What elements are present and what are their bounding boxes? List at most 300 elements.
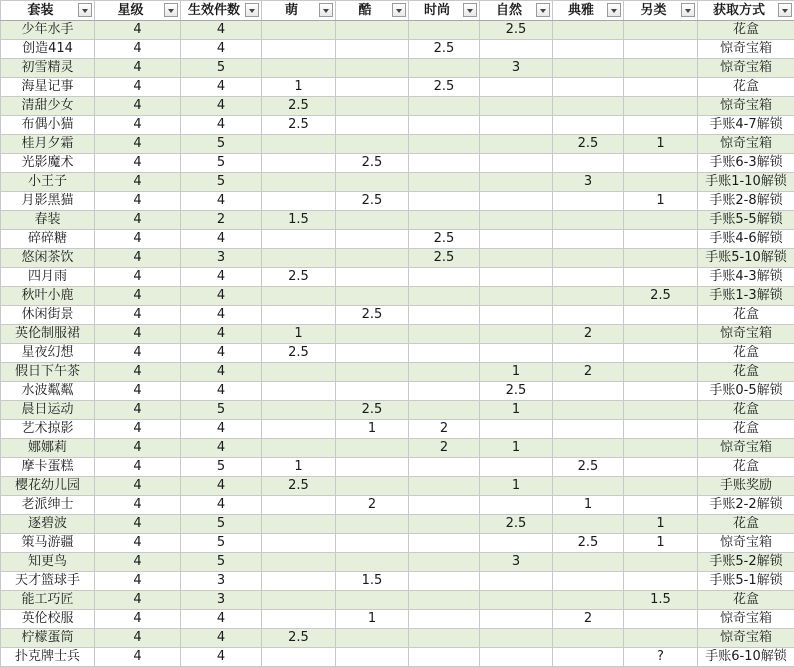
col-cute-cell[interactable] xyxy=(262,287,336,306)
col-suit-cell[interactable]: 悠闲茶饮 xyxy=(1,249,95,268)
col-natural-cell[interactable]: 2.5 xyxy=(480,515,553,534)
col-alternative-cell[interactable]: 1.5 xyxy=(624,591,698,610)
col-natural-cell[interactable] xyxy=(480,78,553,97)
col-fashion-cell[interactable] xyxy=(409,401,480,420)
col-fashion-cell[interactable] xyxy=(409,629,480,648)
col-star-cell[interactable]: 4 xyxy=(95,591,181,610)
col-elegant-cell[interactable] xyxy=(553,401,624,420)
col-cute-cell[interactable]: 2.5 xyxy=(262,344,336,363)
col-effective-count-cell[interactable]: 5 xyxy=(181,458,262,477)
col-effective-count-cell[interactable]: 5 xyxy=(181,154,262,173)
col-elegant-cell[interactable] xyxy=(553,420,624,439)
col-cool-cell[interactable] xyxy=(336,344,409,363)
col-suit-cell[interactable]: 晨日运动 xyxy=(1,401,95,420)
col-cute-cell[interactable] xyxy=(262,382,336,401)
col-suit-cell[interactable]: 休闲街景 xyxy=(1,306,95,325)
col-alternative-cell[interactable] xyxy=(624,401,698,420)
col-star-cell[interactable]: 4 xyxy=(95,515,181,534)
col-alternative-cell[interactable]: 1 xyxy=(624,515,698,534)
col-fashion-cell[interactable] xyxy=(409,173,480,192)
col-cool-cell[interactable] xyxy=(336,591,409,610)
col-elegant-cell[interactable] xyxy=(553,515,624,534)
col-fashion-cell[interactable] xyxy=(409,325,480,344)
col-natural-cell[interactable] xyxy=(480,192,553,211)
col-cool-cell[interactable]: 2.5 xyxy=(336,154,409,173)
col-suit-cell[interactable]: 秋叶小鹿 xyxy=(1,287,95,306)
col-cool-cell[interactable] xyxy=(336,439,409,458)
col-suit-cell[interactable]: 四月雨 xyxy=(1,268,95,287)
col-effective-count-cell[interactable]: 4 xyxy=(181,325,262,344)
col-natural-cell[interactable] xyxy=(480,610,553,629)
col-obtain-method-cell[interactable]: 花盒 xyxy=(698,515,794,534)
col-obtain-method-cell[interactable]: 花盒 xyxy=(698,591,794,610)
col-star-cell[interactable]: 4 xyxy=(95,553,181,572)
col-cute-cell[interactable] xyxy=(262,648,336,667)
col-alternative-cell[interactable] xyxy=(624,629,698,648)
col-star-cell[interactable]: 4 xyxy=(95,344,181,363)
col-suit-cell[interactable]: 春装 xyxy=(1,211,95,230)
col-alternative-cell[interactable] xyxy=(624,21,698,40)
col-obtain-method-cell[interactable]: 惊奇宝箱 xyxy=(698,97,794,116)
col-effective-count-cell[interactable]: 4 xyxy=(181,344,262,363)
col-obtain-method-cell[interactable]: 手账5-1解锁 xyxy=(698,572,794,591)
col-cool-cell[interactable]: 2.5 xyxy=(336,401,409,420)
col-elegant-cell[interactable] xyxy=(553,40,624,59)
col-alternative-cell[interactable] xyxy=(624,211,698,230)
col-star-cell[interactable]: 4 xyxy=(95,458,181,477)
col-obtain-method-cell[interactable]: 惊奇宝箱 xyxy=(698,40,794,59)
col-obtain-method-cell[interactable]: 惊奇宝箱 xyxy=(698,610,794,629)
col-fashion-cell[interactable]: 2.5 xyxy=(409,40,480,59)
col-cute-cell[interactable]: 1.5 xyxy=(262,211,336,230)
col-cute-cell[interactable]: 1 xyxy=(262,458,336,477)
col-cool-cell[interactable] xyxy=(336,515,409,534)
col-cool-cell[interactable]: 1.5 xyxy=(336,572,409,591)
col-cool-cell[interactable] xyxy=(336,648,409,667)
col-star-cell[interactable]: 4 xyxy=(95,287,181,306)
col-effective-count-cell[interactable]: 5 xyxy=(181,173,262,192)
col-elegant-cell[interactable] xyxy=(553,648,624,667)
col-obtain-method-cell[interactable]: 手账4-6解锁 xyxy=(698,230,794,249)
col-natural-cell[interactable] xyxy=(480,268,553,287)
col-cool-cell[interactable] xyxy=(336,287,409,306)
col-fashion-cell[interactable] xyxy=(409,344,480,363)
filter-dropdown-icon[interactable] xyxy=(392,3,406,17)
col-cute-cell[interactable] xyxy=(262,154,336,173)
col-star-cell[interactable]: 4 xyxy=(95,40,181,59)
col-alternative-cell[interactable]: 1 xyxy=(624,534,698,553)
col-natural-cell[interactable] xyxy=(480,629,553,648)
col-elegant-cell[interactable] xyxy=(553,21,624,40)
col-fashion-cell[interactable] xyxy=(409,97,480,116)
col-star-cell[interactable]: 4 xyxy=(95,401,181,420)
col-elegant-cell[interactable] xyxy=(553,572,624,591)
col-alternative-cell[interactable] xyxy=(624,496,698,515)
col-star-cell[interactable]: 4 xyxy=(95,97,181,116)
col-fashion-cell[interactable]: 2.5 xyxy=(409,230,480,249)
col-cute-cell[interactable] xyxy=(262,496,336,515)
col-star-cell[interactable]: 4 xyxy=(95,477,181,496)
col-alternative-cell[interactable] xyxy=(624,363,698,382)
col-cool-cell[interactable] xyxy=(336,363,409,382)
col-suit-cell[interactable]: 水波粼粼 xyxy=(1,382,95,401)
col-cute-cell[interactable] xyxy=(262,135,336,154)
col-natural-cell[interactable] xyxy=(480,344,553,363)
col-obtain-method-cell[interactable]: 手账5-5解锁 xyxy=(698,211,794,230)
col-star-cell[interactable]: 4 xyxy=(95,21,181,40)
col-elegant-cell[interactable] xyxy=(553,192,624,211)
col-cool-cell[interactable] xyxy=(336,21,409,40)
filter-dropdown-icon[interactable] xyxy=(164,3,178,17)
col-suit-cell[interactable]: 英伦校服 xyxy=(1,610,95,629)
filter-dropdown-icon[interactable] xyxy=(245,3,259,17)
col-alternative-cell[interactable] xyxy=(624,173,698,192)
col-star-cell[interactable]: 4 xyxy=(95,629,181,648)
col-star-cell[interactable]: 4 xyxy=(95,135,181,154)
col-effective-count-cell[interactable]: 4 xyxy=(181,230,262,249)
filter-dropdown-icon[interactable] xyxy=(536,3,550,17)
col-obtain-method-cell[interactable]: 花盒 xyxy=(698,344,794,363)
col-star-cell[interactable]: 4 xyxy=(95,572,181,591)
col-elegant-cell[interactable] xyxy=(553,59,624,78)
col-fashion-cell[interactable] xyxy=(409,610,480,629)
col-suit-cell[interactable]: 能工巧匠 xyxy=(1,591,95,610)
col-suit-cell[interactable]: 清甜少女 xyxy=(1,97,95,116)
col-effective-count-cell[interactable]: 4 xyxy=(181,648,262,667)
col-fashion-cell[interactable] xyxy=(409,553,480,572)
col-fashion-cell[interactable] xyxy=(409,496,480,515)
col-cute-cell[interactable] xyxy=(262,610,336,629)
col-star-cell[interactable]: 4 xyxy=(95,648,181,667)
col-suit-cell[interactable]: 逐碧波 xyxy=(1,515,95,534)
col-fashion-cell[interactable]: 2 xyxy=(409,420,480,439)
col-fashion-cell[interactable] xyxy=(409,515,480,534)
col-natural-cell[interactable] xyxy=(480,97,553,116)
col-effective-count-cell[interactable]: 4 xyxy=(181,21,262,40)
col-elegant-cell[interactable] xyxy=(553,97,624,116)
col-effective-count-cell[interactable]: 4 xyxy=(181,97,262,116)
col-obtain-method-cell[interactable]: 手账6-3解锁 xyxy=(698,154,794,173)
col-cool-cell[interactable] xyxy=(336,534,409,553)
col-alternative-cell[interactable] xyxy=(624,477,698,496)
col-fashion-cell[interactable]: 2 xyxy=(409,439,480,458)
col-natural-cell[interactable]: 1 xyxy=(480,477,553,496)
col-obtain-method-cell[interactable]: 花盒 xyxy=(698,21,794,40)
col-effective-count-cell[interactable]: 4 xyxy=(181,287,262,306)
col-effective-count-cell[interactable]: 4 xyxy=(181,382,262,401)
col-cool-cell[interactable] xyxy=(336,382,409,401)
col-alternative-cell[interactable] xyxy=(624,553,698,572)
col-cool-cell[interactable] xyxy=(336,458,409,477)
col-cute-cell[interactable]: 2.5 xyxy=(262,629,336,648)
col-suit-cell[interactable]: 扑克牌士兵 xyxy=(1,648,95,667)
col-natural-cell[interactable]: 2.5 xyxy=(480,382,553,401)
col-cute-cell[interactable]: 2.5 xyxy=(262,116,336,135)
col-cool-cell[interactable] xyxy=(336,230,409,249)
col-elegant-cell[interactable]: 1 xyxy=(553,496,624,515)
col-effective-count-cell[interactable]: 4 xyxy=(181,78,262,97)
col-cute-cell[interactable] xyxy=(262,401,336,420)
col-obtain-method-cell[interactable]: 花盒 xyxy=(698,458,794,477)
col-star-cell[interactable]: 4 xyxy=(95,78,181,97)
col-cool-cell[interactable] xyxy=(336,249,409,268)
col-effective-count-cell[interactable]: 5 xyxy=(181,515,262,534)
col-obtain-method-cell[interactable]: 惊奇宝箱 xyxy=(698,59,794,78)
col-alternative-cell[interactable]: 1 xyxy=(624,135,698,154)
col-elegant-cell[interactable] xyxy=(553,116,624,135)
col-effective-count-cell[interactable]: 4 xyxy=(181,192,262,211)
col-cool-cell[interactable] xyxy=(336,78,409,97)
col-elegant-cell[interactable] xyxy=(553,591,624,610)
col-alternative-cell[interactable] xyxy=(624,59,698,78)
col-obtain-method-cell[interactable]: 花盒 xyxy=(698,363,794,382)
col-obtain-method-cell[interactable]: 花盒 xyxy=(698,306,794,325)
col-effective-count-cell[interactable]: 4 xyxy=(181,268,262,287)
col-fashion-cell[interactable] xyxy=(409,192,480,211)
col-cute-cell[interactable] xyxy=(262,192,336,211)
col-effective-count-cell[interactable]: 3 xyxy=(181,249,262,268)
col-suit-cell[interactable]: 柠檬蛋筒 xyxy=(1,629,95,648)
col-natural-cell[interactable]: 3 xyxy=(480,553,553,572)
col-cool-cell[interactable] xyxy=(336,211,409,230)
col-natural-cell[interactable] xyxy=(480,173,553,192)
col-cool-cell[interactable] xyxy=(336,59,409,78)
col-elegant-cell[interactable]: 2.5 xyxy=(553,458,624,477)
col-star-cell[interactable]: 4 xyxy=(95,59,181,78)
col-alternative-cell[interactable] xyxy=(624,325,698,344)
col-cute-cell[interactable] xyxy=(262,21,336,40)
col-fashion-cell[interactable] xyxy=(409,477,480,496)
col-obtain-method-cell[interactable]: 花盒 xyxy=(698,401,794,420)
col-elegant-cell[interactable] xyxy=(553,249,624,268)
col-elegant-cell[interactable]: 2.5 xyxy=(553,135,624,154)
col-effective-count-cell[interactable]: 4 xyxy=(181,420,262,439)
col-star-cell[interactable]: 4 xyxy=(95,610,181,629)
col-elegant-cell[interactable] xyxy=(553,154,624,173)
col-cute-cell[interactable]: 1 xyxy=(262,78,336,97)
col-effective-count-cell[interactable]: 2 xyxy=(181,211,262,230)
col-alternative-cell[interactable] xyxy=(624,40,698,59)
col-natural-cell[interactable] xyxy=(480,534,553,553)
col-obtain-method-cell[interactable]: 惊奇宝箱 xyxy=(698,325,794,344)
col-cute-cell[interactable] xyxy=(262,249,336,268)
col-star-cell[interactable]: 4 xyxy=(95,116,181,135)
col-obtain-method-cell[interactable]: 花盒 xyxy=(698,420,794,439)
col-effective-count-cell[interactable]: 4 xyxy=(181,439,262,458)
col-suit-cell[interactable]: 艺术掠影 xyxy=(1,420,95,439)
col-star-cell[interactable]: 4 xyxy=(95,173,181,192)
col-elegant-cell[interactable]: 2 xyxy=(553,363,624,382)
col-cute-cell[interactable]: 2.5 xyxy=(262,97,336,116)
col-cool-cell[interactable]: 1 xyxy=(336,610,409,629)
col-star-cell[interactable]: 4 xyxy=(95,363,181,382)
col-obtain-method-cell[interactable]: 手账1-3解锁 xyxy=(698,287,794,306)
col-elegant-cell[interactable]: 2 xyxy=(553,325,624,344)
col-cute-cell[interactable] xyxy=(262,59,336,78)
col-elegant-cell[interactable] xyxy=(553,344,624,363)
col-cute-cell[interactable]: 2.5 xyxy=(262,268,336,287)
col-natural-cell[interactable] xyxy=(480,211,553,230)
col-cute-cell[interactable] xyxy=(262,363,336,382)
col-fashion-cell[interactable]: 2.5 xyxy=(409,78,480,97)
col-cool-cell[interactable]: 2 xyxy=(336,496,409,515)
col-suit-cell[interactable]: 知更鸟 xyxy=(1,553,95,572)
col-obtain-method-cell[interactable]: 惊奇宝箱 xyxy=(698,439,794,458)
filter-dropdown-icon[interactable] xyxy=(681,3,695,17)
col-suit-cell[interactable]: 樱花幼儿园 xyxy=(1,477,95,496)
col-elegant-cell[interactable] xyxy=(553,629,624,648)
col-alternative-cell[interactable] xyxy=(624,249,698,268)
col-cute-cell[interactable] xyxy=(262,173,336,192)
col-elegant-cell[interactable] xyxy=(553,211,624,230)
col-alternative-cell[interactable] xyxy=(624,306,698,325)
col-obtain-method-cell[interactable]: 手账2-2解锁 xyxy=(698,496,794,515)
col-obtain-method-cell[interactable]: 手账5-2解锁 xyxy=(698,553,794,572)
col-suit-cell[interactable]: 海星记事 xyxy=(1,78,95,97)
col-suit-cell[interactable]: 碎碎糖 xyxy=(1,230,95,249)
col-natural-cell[interactable]: 1 xyxy=(480,439,553,458)
col-elegant-cell[interactable] xyxy=(553,230,624,249)
col-cool-cell[interactable] xyxy=(336,629,409,648)
col-obtain-method-cell[interactable]: 手账6-10解锁 xyxy=(698,648,794,667)
col-obtain-method-cell[interactable]: 花盒 xyxy=(698,78,794,97)
col-obtain-method-cell[interactable]: 手账奖励 xyxy=(698,477,794,496)
col-obtain-method-cell[interactable]: 手账4-3解锁 xyxy=(698,268,794,287)
col-cute-cell[interactable] xyxy=(262,230,336,249)
col-elegant-cell[interactable] xyxy=(553,382,624,401)
col-cute-cell[interactable]: 1 xyxy=(262,325,336,344)
col-suit-cell[interactable]: 星夜幻想 xyxy=(1,344,95,363)
col-cool-cell[interactable] xyxy=(336,268,409,287)
col-suit-cell[interactable]: 小王子 xyxy=(1,173,95,192)
col-cool-cell[interactable] xyxy=(336,173,409,192)
col-effective-count-cell[interactable]: 5 xyxy=(181,135,262,154)
col-alternative-cell[interactable]: 1 xyxy=(624,192,698,211)
col-natural-cell[interactable] xyxy=(480,116,553,135)
col-natural-cell[interactable]: 3 xyxy=(480,59,553,78)
col-alternative-cell[interactable] xyxy=(624,97,698,116)
col-elegant-cell[interactable] xyxy=(553,477,624,496)
col-natural-cell[interactable] xyxy=(480,420,553,439)
col-natural-cell[interactable] xyxy=(480,135,553,154)
col-elegant-cell[interactable] xyxy=(553,306,624,325)
col-alternative-cell[interactable] xyxy=(624,154,698,173)
col-suit-cell[interactable]: 初雪精灵 xyxy=(1,59,95,78)
col-effective-count-cell[interactable]: 4 xyxy=(181,496,262,515)
col-star-cell[interactable]: 4 xyxy=(95,192,181,211)
col-alternative-cell[interactable] xyxy=(624,78,698,97)
col-fashion-cell[interactable] xyxy=(409,363,480,382)
col-effective-count-cell[interactable]: 4 xyxy=(181,306,262,325)
col-alternative-cell[interactable]: 2.5 xyxy=(624,287,698,306)
col-suit-cell[interactable]: 天才篮球手 xyxy=(1,572,95,591)
col-star-cell[interactable]: 4 xyxy=(95,420,181,439)
col-fashion-cell[interactable] xyxy=(409,458,480,477)
col-effective-count-cell[interactable]: 4 xyxy=(181,477,262,496)
col-alternative-cell[interactable] xyxy=(624,572,698,591)
col-cute-cell[interactable] xyxy=(262,572,336,591)
col-effective-count-cell[interactable]: 4 xyxy=(181,116,262,135)
col-alternative-cell[interactable] xyxy=(624,420,698,439)
col-star-cell[interactable]: 4 xyxy=(95,382,181,401)
col-fashion-cell[interactable] xyxy=(409,382,480,401)
col-natural-cell[interactable] xyxy=(480,458,553,477)
col-star-cell[interactable]: 4 xyxy=(95,211,181,230)
col-star-cell[interactable]: 4 xyxy=(95,325,181,344)
col-cute-cell[interactable] xyxy=(262,591,336,610)
col-suit-cell[interactable]: 桂月夕霜 xyxy=(1,135,95,154)
col-effective-count-cell[interactable]: 4 xyxy=(181,363,262,382)
col-alternative-cell[interactable] xyxy=(624,230,698,249)
col-natural-cell[interactable] xyxy=(480,306,553,325)
filter-dropdown-icon[interactable] xyxy=(778,3,792,17)
col-suit-cell[interactable]: 英伦制服裙 xyxy=(1,325,95,344)
col-natural-cell[interactable]: 1 xyxy=(480,401,553,420)
col-star-cell[interactable]: 4 xyxy=(95,268,181,287)
col-fashion-cell[interactable] xyxy=(409,268,480,287)
col-cool-cell[interactable] xyxy=(336,325,409,344)
col-effective-count-cell[interactable]: 4 xyxy=(181,610,262,629)
col-cool-cell[interactable] xyxy=(336,477,409,496)
filter-dropdown-icon[interactable] xyxy=(607,3,621,17)
col-elegant-cell[interactable] xyxy=(553,78,624,97)
col-alternative-cell[interactable] xyxy=(624,116,698,135)
col-fashion-cell[interactable] xyxy=(409,572,480,591)
col-cute-cell[interactable] xyxy=(262,306,336,325)
filter-dropdown-icon[interactable] xyxy=(319,3,333,17)
col-alternative-cell[interactable] xyxy=(624,344,698,363)
col-suit-cell[interactable]: 布偶小猫 xyxy=(1,116,95,135)
col-obtain-method-cell[interactable]: 惊奇宝箱 xyxy=(698,135,794,154)
col-obtain-method-cell[interactable]: 手账4-7解锁 xyxy=(698,116,794,135)
col-fashion-cell[interactable] xyxy=(409,648,480,667)
col-alternative-cell[interactable] xyxy=(624,458,698,477)
col-cool-cell[interactable] xyxy=(336,135,409,154)
col-obtain-method-cell[interactable]: 惊奇宝箱 xyxy=(698,629,794,648)
col-natural-cell[interactable] xyxy=(480,249,553,268)
col-star-cell[interactable]: 4 xyxy=(95,439,181,458)
col-cute-cell[interactable] xyxy=(262,40,336,59)
col-natural-cell[interactable] xyxy=(480,572,553,591)
col-fashion-cell[interactable]: 2.5 xyxy=(409,249,480,268)
col-cute-cell[interactable] xyxy=(262,439,336,458)
col-obtain-method-cell[interactable]: 手账0-5解锁 xyxy=(698,382,794,401)
col-natural-cell[interactable]: 2.5 xyxy=(480,21,553,40)
col-elegant-cell[interactable] xyxy=(553,553,624,572)
col-suit-cell[interactable]: 策马游疆 xyxy=(1,534,95,553)
col-effective-count-cell[interactable]: 3 xyxy=(181,591,262,610)
col-fashion-cell[interactable] xyxy=(409,591,480,610)
col-elegant-cell[interactable] xyxy=(553,268,624,287)
col-obtain-method-cell[interactable]: 手账2-8解锁 xyxy=(698,192,794,211)
col-natural-cell[interactable] xyxy=(480,154,553,173)
col-star-cell[interactable]: 4 xyxy=(95,249,181,268)
col-alternative-cell[interactable] xyxy=(624,268,698,287)
col-fashion-cell[interactable] xyxy=(409,287,480,306)
col-natural-cell[interactable] xyxy=(480,230,553,249)
col-elegant-cell[interactable] xyxy=(553,439,624,458)
col-cute-cell[interactable] xyxy=(262,534,336,553)
col-cool-cell[interactable] xyxy=(336,553,409,572)
col-cute-cell[interactable] xyxy=(262,515,336,534)
col-cool-cell[interactable]: 2.5 xyxy=(336,192,409,211)
col-cool-cell[interactable] xyxy=(336,40,409,59)
col-suit-cell[interactable]: 老派绅士 xyxy=(1,496,95,515)
col-suit-cell[interactable]: 月影黑猫 xyxy=(1,192,95,211)
col-natural-cell[interactable]: 1 xyxy=(480,363,553,382)
col-obtain-method-cell[interactable]: 手账5-10解锁 xyxy=(698,249,794,268)
col-suit-cell[interactable]: 假日下午茶 xyxy=(1,363,95,382)
